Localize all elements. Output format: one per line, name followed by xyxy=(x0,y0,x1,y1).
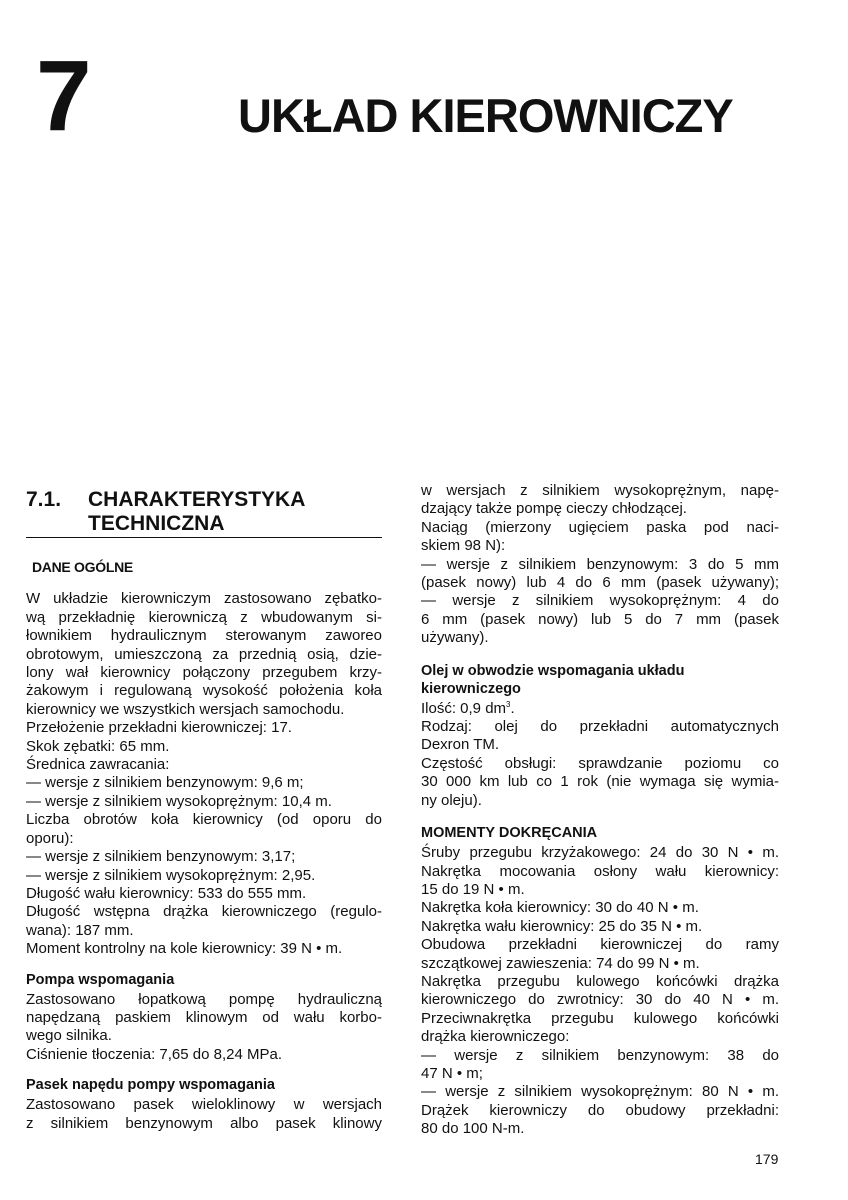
olej-heading-line2: kierowniczego xyxy=(421,680,521,697)
chapter-number: 7 xyxy=(36,40,90,152)
ilosc-superscript: 3 xyxy=(506,699,511,709)
text-line: — wersje z silnikiem wysokoprężnym: 2,95. xyxy=(26,866,316,884)
text-line: Częstość obsługi: sprawdzanie poziomu co xyxy=(421,754,779,772)
pompa-heading: Pompa wspomagania xyxy=(26,971,175,988)
text-line: obrotowym, umieszczoną za przednią osią, dzie- xyxy=(26,645,382,663)
dane-ogolne-heading: DANE OGÓLNE xyxy=(32,559,133,575)
momenty-heading: MOMENTY DOKRĘCANIA xyxy=(421,825,598,842)
text-line: (pasek nowy) lub 4 do 6 mm (pasek używany); xyxy=(421,574,779,592)
text-line: kierowniczego do zwrotnicy: 30 do 40 N • m. xyxy=(421,991,779,1009)
text-line: W układzie kierowniczym zastosowano zębatko- xyxy=(26,590,382,608)
text-line: — wersje z silnikiem benzynowym: 3 do 5 mm xyxy=(421,555,779,573)
pasek-text-continued xyxy=(421,482,779,648)
text-line: Ciśnienie tłoczenia: 7,65 do 8,24 MPa. xyxy=(26,1045,282,1063)
text-line: z silnikiem benzynowym albo pasek klinowy xyxy=(26,1114,382,1132)
text-line: Przełożenie przekładni kierowniczej: 17. xyxy=(26,719,292,737)
text-line: skiem 98 N): xyxy=(421,537,506,555)
text-line: — wersje z silnikiem benzynowym: 38 do xyxy=(421,1046,779,1064)
text-line: Nakrętka wału kierownicy: 25 do 35 N • m. xyxy=(421,917,703,935)
text-line: żakowym i regulowaną wysokość położenia koła xyxy=(26,682,382,700)
text-line: — wersje z silnikiem benzynowym: 9,6 m; xyxy=(26,774,304,792)
text-line: ny oleju). xyxy=(421,791,482,809)
text-line: — wersje z silnikiem benzynowym: 3,17; xyxy=(26,848,296,866)
text-line: 80 do 100 N-m. xyxy=(421,1120,525,1138)
text-line: Dexron TM. xyxy=(421,736,500,754)
ilosc-end: . xyxy=(510,699,515,717)
text-line: Zastosowano łopatkową pompę hydrauliczną xyxy=(26,990,382,1008)
page-number: 179 xyxy=(755,1151,779,1167)
text-line: — wersje z silnikiem wysokoprężnym: 10,4 m. xyxy=(26,792,332,810)
text-line: — wersje z silnikiem wysokoprężnym: 4 do xyxy=(421,592,779,610)
text-line: lony wał kierownicy połączony przegubem krzy- xyxy=(26,664,382,682)
pasek-heading: Pasek napędu pompy wspomagania xyxy=(26,1077,275,1094)
text-line: Nakrętka przegubu kulowego końcówki drążka xyxy=(421,972,779,990)
olej-heading xyxy=(421,662,779,698)
text-line: Obudowa przekładni kierowniczej do ramy xyxy=(421,936,779,954)
ilosc-text: Ilość: 0,9 dm xyxy=(421,699,507,717)
olej-text xyxy=(421,700,779,810)
text-line xyxy=(421,700,779,718)
pompa-text xyxy=(26,991,382,1065)
text-line: Rodzaj: olej do przekładni automatycznych xyxy=(421,718,779,736)
right-column xyxy=(421,482,779,1139)
text-line: Naciąg (mierzony ugięciem paska pod naci- xyxy=(421,518,779,536)
text-line: 15 do 19 N • m. xyxy=(421,880,525,898)
left-column xyxy=(26,488,382,1133)
text-line: Drążek kierowniczy do obudowy przekładni: xyxy=(421,1101,779,1119)
text-line: 30 000 km lub co 1 rok (nie wymaga się wymia- xyxy=(421,773,779,791)
text-line: — wersje z silnikiem wysokoprężnym: 80 N • m. xyxy=(421,1083,779,1101)
text-line: używany). xyxy=(421,629,489,647)
text-line: szczątkowej zawieszenia: 74 do 99 N • m. xyxy=(421,954,700,972)
text-line: Śruby przegubu krzyżakowego: 24 do 30 N • m. xyxy=(421,844,779,862)
text-line: Nakrętka koła kierownicy: 30 do 40 N • m. xyxy=(421,899,699,917)
section-title-line1: CHARAKTERYSTYKA xyxy=(88,488,306,511)
text-line: kierownicy we wszystkich wersjach samochodu. xyxy=(26,700,345,718)
chapter-title: UKŁAD KIEROWNICZY xyxy=(238,89,733,142)
text-line: oporu): xyxy=(26,829,74,847)
text-line: Przeciwnakrętka przegubu kulowego końcówki xyxy=(421,1009,779,1027)
text-line: napędzaną paskiem klinowym od wału korbo- xyxy=(26,1008,382,1026)
text-line: Liczba obrotów koła kierownicy (od oporu do xyxy=(26,811,382,829)
text-line: wą przekładnię kierowniczą z wbudowanym si- xyxy=(26,608,382,626)
text-line: Średnica zawracania: xyxy=(26,756,170,774)
text-line: drążka kierowniczego: xyxy=(421,1028,570,1046)
text-line: 6 mm (pasek nowy) lub 5 do 7 mm (pasek xyxy=(421,610,779,628)
text-line: Skok zębatki: 65 mm. xyxy=(26,737,170,755)
text-line: Nakrętka mocowania osłony wału kierownicy: xyxy=(421,862,779,880)
text-line: Długość wału kierownicy: 533 do 555 mm. xyxy=(26,884,307,902)
text-line: 47 N • m; xyxy=(421,1064,483,1082)
text-line: Zastosowano pasek wieloklinowy w wersjach xyxy=(26,1096,382,1114)
text-line: w wersjach z silnikiem wysokoprężnym, napę- xyxy=(421,482,779,499)
dane-ogolne-text xyxy=(26,590,382,958)
pasek-text xyxy=(26,1096,382,1133)
olej-heading-line1: Olej w obwodzie wspomagania układu xyxy=(421,662,685,679)
text-line: Moment kontrolny na kole kierownicy: 39 N • m. xyxy=(26,940,343,958)
text-line: łownikiem hydraulicznym sterowanym zaworeo xyxy=(26,627,382,645)
section-title-line2: TECHNICZNA xyxy=(26,512,382,538)
text-line: wana): 187 mm. xyxy=(26,921,134,939)
text-line: Długość wstępna drążka kierowniczego (regulo- xyxy=(26,903,382,921)
momenty-text xyxy=(421,844,779,1139)
text-line: dzający także pompę cieczy chłodzącej. xyxy=(421,500,687,518)
text-line: wego silnika. xyxy=(26,1027,112,1045)
section-heading xyxy=(26,488,382,538)
section-number: 7.1. xyxy=(26,488,62,511)
